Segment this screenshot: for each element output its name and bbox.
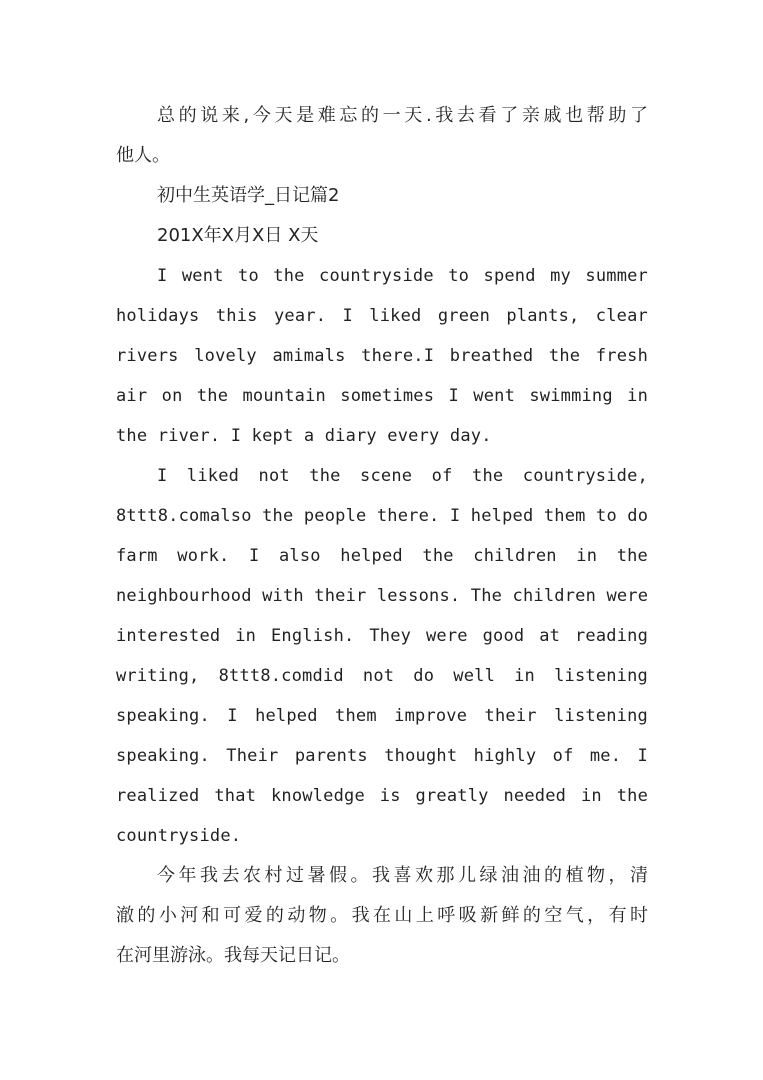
text-line: the river. I kept a diary every day. (116, 426, 492, 446)
text-line: speaking. Their parents thought highly of me. I (116, 746, 648, 766)
text-line: speaking. I helped them improve their listening (116, 706, 648, 726)
text-line: I went to the countryside to spend my summer (157, 266, 648, 286)
diary-date: 201X年X月X日 X天 (157, 225, 319, 246)
text-line: holidays this year. I liked green plants, clear (116, 306, 648, 326)
text-line: 在河里游泳。我每天记日记。 (116, 945, 350, 966)
text-line: 8ttt8.comalso the people there. I helped them to do (116, 506, 648, 526)
text-line: realized that knowledge is greatly needed in the (116, 786, 648, 806)
document-body (116, 96, 648, 976)
text-line: 澈的小河和可爱的动物。我在山上呼吸新鲜的空气，有时 (116, 905, 648, 926)
text-line: 他人。 (116, 145, 170, 166)
text-line: writing, 8ttt8.comdid not do well in listening (116, 666, 648, 686)
text-line: 今年我去农村过暑假。我喜欢那儿绿油油的植物，清 (157, 865, 648, 886)
text-line: interested in English. They were good at reading (116, 626, 648, 646)
text-line: rivers lovely amimals there.I breathed the fresh (116, 346, 648, 366)
text-line: I liked not the scene of the countryside, (157, 466, 648, 486)
text-line: countryside. (116, 826, 242, 846)
text-line: neighbourhood with their lessons. The children were (116, 586, 648, 606)
text-line: farm work. I also helped the children in the (116, 546, 648, 566)
text-line: 总的说来,今天是难忘的一天.我去看了亲戚也帮助了 (157, 105, 648, 126)
text-line: air on the mountain sometimes I went swimming in (116, 386, 648, 406)
section-heading: 初中生英语学_日记篇2 (157, 185, 340, 206)
